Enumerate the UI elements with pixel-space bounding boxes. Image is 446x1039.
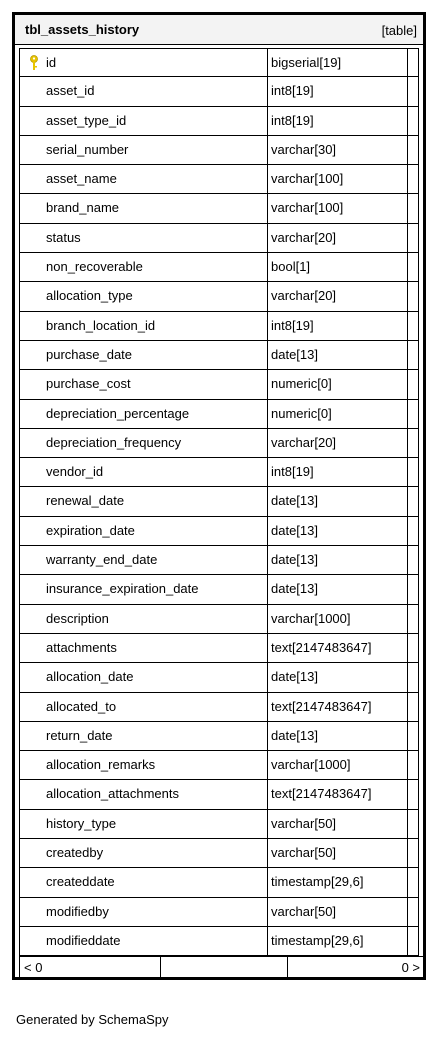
column-name[interactable]: id — [46, 55, 57, 70]
column-name[interactable]: description — [46, 610, 109, 626]
footer-children-count — [288, 957, 424, 977]
column-type: varchar[50] — [271, 903, 337, 919]
column-type: date[13] — [271, 522, 318, 538]
column-type-cell — [268, 107, 408, 135]
column-type: varchar[20] — [271, 229, 337, 245]
column-type: text[2147483647] — [271, 786, 372, 802]
column-name[interactable]: history_type — [46, 815, 117, 831]
column-type-cell — [268, 136, 408, 164]
column-row — [19, 546, 419, 575]
column-row — [19, 487, 419, 516]
column-type-cell — [268, 927, 408, 955]
column-type: int8[19] — [271, 83, 314, 99]
column-type: varchar[100] — [271, 200, 344, 216]
column-name[interactable]: allocation_attachments — [46, 786, 179, 802]
column-row — [19, 282, 419, 311]
column-name-cell — [20, 400, 268, 428]
column-type: bigserial[19] — [271, 55, 342, 70]
column-name-cell — [20, 751, 268, 779]
column-name-cell — [20, 722, 268, 750]
column-row — [19, 663, 419, 692]
column-name-cell — [20, 927, 268, 955]
column-name-cell — [20, 49, 268, 76]
column-row — [19, 839, 419, 868]
column-type-cell — [268, 312, 408, 340]
column-name[interactable]: expiration_date — [46, 522, 135, 538]
column-row — [19, 517, 419, 546]
column-row — [19, 136, 419, 165]
column-row — [19, 224, 419, 253]
column-name[interactable]: createdby — [46, 845, 104, 861]
column-name[interactable]: asset_type_id — [46, 112, 127, 128]
column-type: varchar[1000] — [271, 757, 351, 773]
column-name-cell — [20, 663, 268, 691]
column-type-cell — [268, 868, 408, 896]
footer-parents-count — [20, 957, 161, 977]
column-name-cell — [20, 487, 268, 515]
column-type-cell — [268, 810, 408, 838]
column-name-cell — [20, 605, 268, 633]
column-name-cell — [20, 107, 268, 135]
column-name-cell — [20, 77, 268, 105]
column-name-cell — [20, 458, 268, 486]
column-type: varchar[30] — [271, 141, 337, 157]
column-name[interactable]: status — [46, 229, 81, 245]
column-row — [19, 868, 419, 897]
column-type-cell — [268, 282, 408, 310]
column-name-cell — [20, 282, 268, 310]
footer-right-label: 0 > — [401, 960, 420, 975]
column-row — [19, 605, 419, 634]
column-type-cell — [268, 165, 408, 193]
column-name[interactable]: purchase_cost — [46, 376, 131, 392]
column-row — [19, 693, 419, 722]
column-name[interactable]: depreciation_percentage — [46, 405, 190, 421]
column-type: text[2147483647] — [271, 639, 372, 655]
column-type: int8[19] — [271, 112, 314, 128]
column-type: int8[19] — [271, 317, 314, 333]
generated-by-label[interactable]: Generated by SchemaSpy — [16, 1012, 169, 1027]
column-name-cell — [20, 517, 268, 545]
key-icon — [29, 55, 39, 71]
column-type: varchar[50] — [271, 815, 337, 831]
column-name[interactable]: non_recoverable — [46, 259, 143, 275]
column-name[interactable]: attachments — [46, 639, 117, 655]
column-row — [19, 575, 419, 604]
column-name-cell — [20, 780, 268, 808]
column-type-cell — [268, 634, 408, 662]
column-type-cell — [268, 780, 408, 808]
column-row — [19, 107, 419, 136]
column-name[interactable]: allocation_type — [46, 288, 133, 304]
column-name[interactable]: allocation_date — [46, 669, 134, 685]
column-row — [19, 898, 419, 927]
column-row — [19, 751, 419, 780]
column-name[interactable]: branch_location_id — [46, 317, 156, 333]
column-row — [19, 194, 419, 223]
column-type-cell — [268, 400, 408, 428]
column-type: date[13] — [271, 669, 318, 685]
column-type-cell — [268, 224, 408, 252]
column-type-cell — [268, 605, 408, 633]
column-type-cell — [268, 77, 408, 105]
column-type-cell — [268, 751, 408, 779]
column-row — [19, 400, 419, 429]
column-type-cell — [268, 487, 408, 515]
table-footer — [19, 956, 425, 978]
column-name[interactable]: modifiedby — [46, 903, 109, 919]
column-type-cell — [268, 839, 408, 867]
column-row — [19, 77, 419, 106]
column-name[interactable]: serial_number — [46, 141, 129, 157]
column-type-cell — [268, 194, 408, 222]
table-kind-label: [table] — [381, 23, 417, 38]
column-type: numeric[0] — [271, 405, 332, 421]
column-name[interactable]: brand_name — [46, 200, 119, 216]
column-type-cell — [268, 517, 408, 545]
column-type-cell — [268, 253, 408, 281]
column-name-cell — [20, 165, 268, 193]
column-type-cell — [268, 458, 408, 486]
column-row — [19, 634, 419, 663]
column-row — [19, 810, 419, 839]
table-name[interactable]: tbl_assets_history — [25, 22, 140, 37]
column-type: date[13] — [271, 493, 318, 509]
column-name[interactable]: vendor_id — [46, 464, 104, 480]
column-type-cell — [268, 898, 408, 926]
column-type-cell — [268, 370, 408, 398]
column-name[interactable]: warranty_end_date — [46, 552, 158, 568]
column-name-cell — [20, 868, 268, 896]
column-name[interactable]: insurance_expiration_date — [46, 581, 199, 597]
column-type-cell — [268, 546, 408, 574]
column-type: varchar[1000] — [271, 610, 351, 626]
column-name[interactable]: asset_id — [46, 83, 95, 99]
column-name-cell — [20, 341, 268, 369]
column-row — [19, 780, 419, 809]
column-name-cell — [20, 370, 268, 398]
table-header — [15, 15, 423, 45]
column-type: timestamp[29,6] — [271, 932, 364, 948]
column-row — [19, 48, 419, 77]
column-list — [19, 48, 419, 956]
column-type: timestamp[29,6] — [271, 874, 364, 890]
column-row — [19, 253, 419, 282]
column-name[interactable]: purchase_date — [46, 346, 133, 362]
column-name-cell — [20, 224, 268, 252]
column-type: bool[1] — [271, 259, 311, 275]
footer-left-label: < 0 — [24, 960, 43, 975]
column-type: varchar[20] — [271, 288, 337, 304]
column-row — [19, 341, 419, 370]
column-name-cell — [20, 693, 268, 721]
column-name[interactable]: depreciation_frequency — [46, 434, 182, 450]
column-type-cell — [268, 341, 408, 369]
column-row — [19, 165, 419, 194]
column-type: date[13] — [271, 727, 318, 743]
column-type-cell — [268, 49, 408, 76]
column-row — [19, 927, 419, 956]
column-type: varchar[100] — [271, 171, 344, 187]
column-type-cell — [268, 575, 408, 603]
column-type: date[13] — [271, 581, 318, 597]
column-type: date[13] — [271, 552, 318, 568]
column-name-cell — [20, 575, 268, 603]
column-type: varchar[50] — [271, 845, 337, 861]
column-type: date[13] — [271, 346, 318, 362]
column-name-cell — [20, 312, 268, 340]
column-name-cell — [20, 429, 268, 457]
column-type-cell — [268, 693, 408, 721]
column-name-cell — [20, 136, 268, 164]
column-name-cell — [20, 253, 268, 281]
column-row — [19, 429, 419, 458]
column-row — [19, 458, 419, 487]
column-type-cell — [268, 429, 408, 457]
column-name-cell — [20, 634, 268, 662]
column-name-cell — [20, 898, 268, 926]
column-name[interactable]: asset_name — [46, 171, 117, 187]
column-name[interactable]: modifieddate — [46, 932, 121, 948]
column-type: numeric[0] — [271, 376, 332, 392]
column-name-cell — [20, 839, 268, 867]
column-name[interactable]: createddate — [46, 874, 115, 890]
column-type: int8[19] — [271, 464, 314, 480]
column-name-cell — [20, 546, 268, 574]
column-name-cell — [20, 810, 268, 838]
footer-middle — [161, 957, 288, 977]
column-row — [19, 722, 419, 751]
column-name[interactable]: return_date — [46, 727, 113, 743]
column-row — [19, 370, 419, 399]
column-type-cell — [268, 663, 408, 691]
column-name[interactable]: allocated_to — [46, 698, 117, 714]
column-name[interactable]: renewal_date — [46, 493, 125, 509]
column-row — [19, 312, 419, 341]
column-name-cell — [20, 194, 268, 222]
column-type: text[2147483647] — [271, 698, 372, 714]
entity-table — [12, 12, 426, 980]
column-type: varchar[20] — [271, 434, 337, 450]
column-type-cell — [268, 722, 408, 750]
column-name[interactable]: allocation_remarks — [46, 757, 156, 773]
